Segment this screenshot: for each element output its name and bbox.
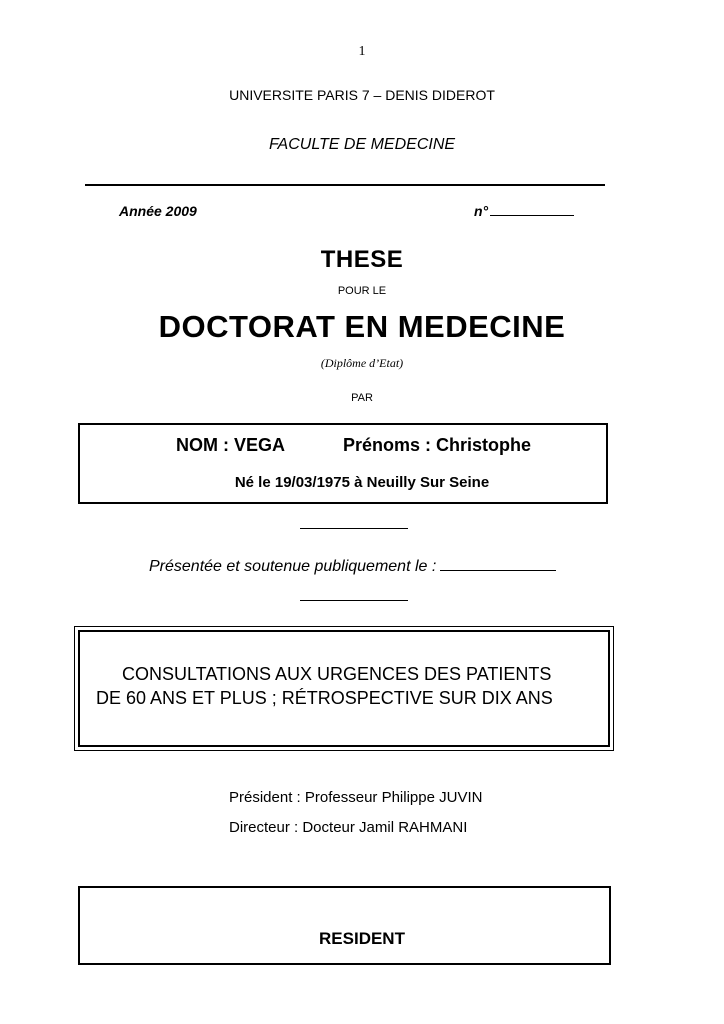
these-heading: THESE [320,246,404,273]
university-name: UNIVERSITE PARIS 7 – DENIS DIDEROT [229,87,495,103]
resident-label: RESIDENT [319,929,405,948]
jury-president: Président : Professeur Philippe JUVIN [229,789,483,806]
author-nom: NOM : VEGA [176,435,286,455]
resident-box [78,886,611,965]
thesis-number-field [474,203,574,219]
separator-line [300,528,408,529]
doctorat-heading: DOCTORAT EN MEDECINE [158,309,566,344]
par-label: PAR [351,392,373,404]
soutenance-label: Présentée et soutenue publiquement le : [149,558,437,575]
year-label: Année 2009 [119,203,197,219]
thesis-title-line-1: CONSULTATIONS AUX URGENCES DES PATIENTS [122,664,552,684]
page-number: 1 [358,44,366,59]
thesis-number-label: n° [474,203,489,219]
thesis-number-blank [490,203,574,216]
header-divider [85,184,605,186]
soutenance-date-blank [440,556,556,571]
author-prenoms: Prénoms : Christophe [343,435,532,455]
separator-line [300,600,408,601]
faculty-name: FACULTE DE MEDECINE [268,136,456,153]
pour-le-label: POUR LE [337,285,387,297]
thesis-title-line-2: DE 60 ANS ET PLUS ; RÉTROSPECTIVE SUR DIX ANS [96,688,553,708]
soutenance-field [149,556,556,576]
diplome-label: (Diplôme d’Etat) [320,356,404,370]
author-birth-info: Né le 19/03/1975 à Neuilly Sur Seine [234,474,490,491]
jury-directeur: Directeur : Docteur Jamil RAHMANI [229,819,468,836]
